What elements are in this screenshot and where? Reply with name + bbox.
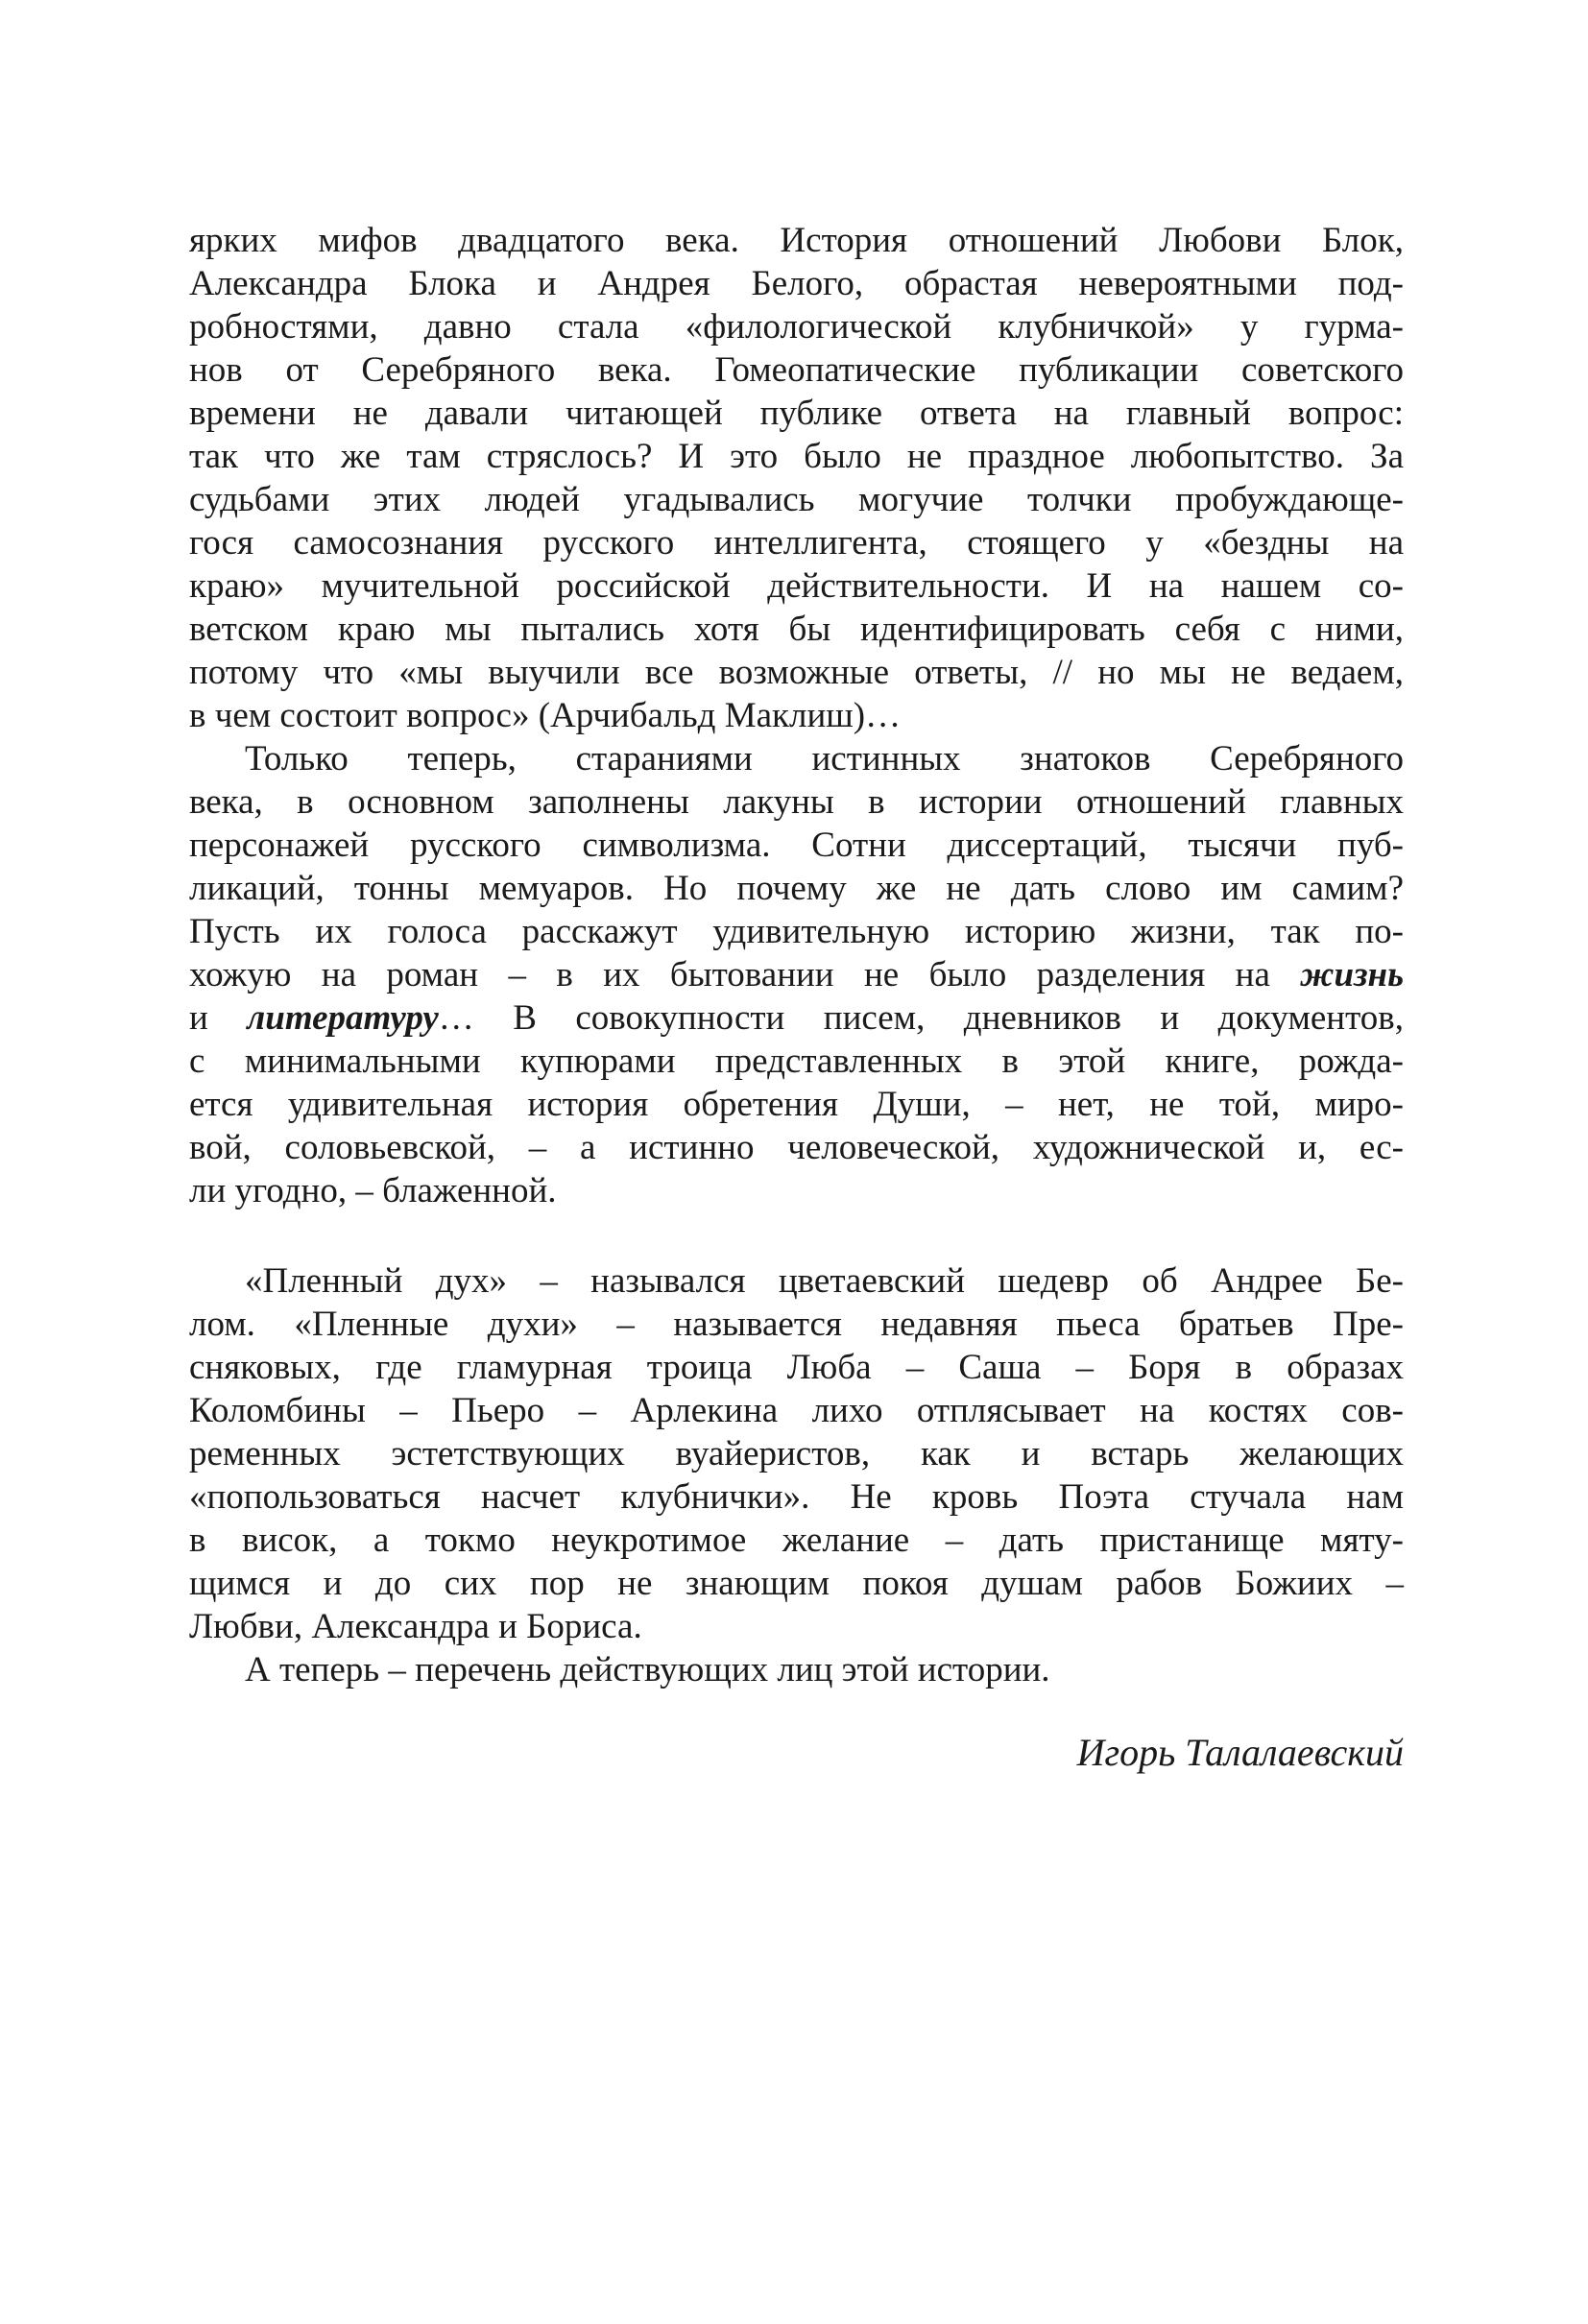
text-line: Коломбины – Пьеро – Арлекина лихо отплясывает на костях сов- [189,1391,1404,1430]
paragraph-captive-spirit [189,1259,1404,1648]
text-line: робностями, давно стала «филологической клубничкой» у гурма- [189,307,1404,347]
text-line: ярких мифов двадцатого века. История отношений Любови Блок, [189,221,1404,260]
text-line: ли угодно, – блаженной. [189,1171,557,1210]
text-segment: хожую на роман – в их бытовании не было разделения на [189,955,1301,994]
paragraph-intro-continued [189,219,1404,737]
text-line: судьбами этих людей угадывались могучие толчки пробуждающе- [189,480,1404,519]
paragraph-closing [189,1648,1404,1691]
text-line: века, в основном заполнены лакуны в истории отношений главных [189,782,1404,822]
text-line: персонажей русского символизма. Сотни диссертаций, тысячи пуб- [189,826,1404,865]
text-line: Александра Блока и Андрея Белого, обрастая невероятными под- [189,264,1404,303]
text-line: щимся и до сих пор не знающим покоя душам рабов Божиих – [189,1564,1404,1603]
text-line: «попользоваться насчет клубнички». Не кровь Поэта стучала нам [189,1477,1404,1517]
author-signature: Игорь Талалаевский [1076,1731,1404,1774]
paragraph-spacer [189,1212,1404,1259]
text-line: «Пленный дух» – назывался цветаевский шедевр об Андрее Бе- [245,1261,1404,1301]
text-line: краю» мучительной российской действительности. И на нашем со- [189,566,1404,606]
text-line: в чем состоит вопрос» (Арчибальд Маклиш)… [189,696,902,735]
text-line: ется удивительная история обретения Души, – нет, не той, миро- [189,1085,1404,1124]
paragraph-silver-age [189,737,1404,1212]
text-line: ременных эстетствующих вуайеристов, как и встарь желающих [189,1434,1404,1473]
text-line: вой, соловьевской, – а истинно человеческой, художнической и, ес- [189,1128,1404,1167]
text-line: нов от Серебряного века. Гомеопатические публикации советского [189,350,1404,390]
page-body [189,219,1404,1774]
text-line: времени не давали читающей публике ответа на главный вопрос: [189,394,1404,433]
text-line-with-emphasis [189,953,1404,996]
text-line: Пусть их голоса расскажут удивительную историю жизни, так по- [189,912,1404,951]
text-line: Только теперь, стараниями истинных знатоков Серебряного [245,739,1404,779]
text-line: так что же там стряслось? И это было не праздное любопытство. За [189,437,1404,476]
text-line: потому что «мы выучили все возможные ответы, // но мы не ведаем, [189,653,1404,692]
text-line: ликаций, тонны мемуаров. Но почему же не дать слово им самим? [189,869,1404,908]
text-line: с минимальными купюрами представленных в этой книге, рожда- [189,1042,1404,1081]
text-segment: и [189,998,248,1038]
text-line: в висок, а токмо неукротимое желание – дать пристанище мяту- [189,1521,1404,1560]
text-line: ветском краю мы пытались хотя бы идентифицировать себя с ними, [189,610,1404,649]
text-line: Любви, Александра и Бориса. [189,1607,642,1646]
text-line-with-emphasis [189,996,1404,1040]
text-line: лом. «Пленные духи» – называется недавняя пьеса братьев Пре- [189,1305,1404,1344]
emphasis-zhizn: жизнь [1300,955,1404,994]
text-line: А теперь – перечень действующих лиц этой истории. [245,1650,1050,1689]
text-line: гося самосознания русского интеллигента, стоящего у «бездны на [189,523,1404,563]
emphasis-literaturu: литературу [247,998,439,1038]
text-line: сняковых, где гламурная троица Люба – Саша – Боря в образах [189,1348,1404,1387]
text-segment: … В совокупности писем, дневников и документов, [438,998,1404,1038]
